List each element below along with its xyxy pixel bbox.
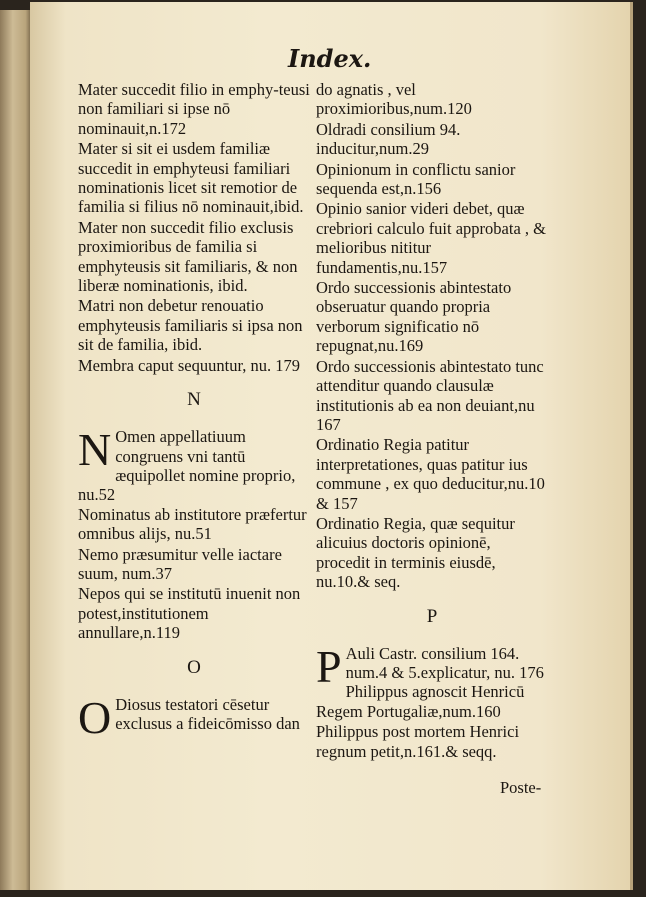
index-entry: Nominatus ab institutore præfertur omnibus alijs, nu.51 bbox=[78, 504, 307, 544]
page-leaf bbox=[30, 2, 633, 890]
section-letter-p: P bbox=[426, 605, 438, 627]
drop-cap-n: N bbox=[78, 424, 112, 476]
index-entry: Opinio sanior videri debet, quæ crebriori calculo fuit approbata , & melioribus nititur fundamentis,nu.157 bbox=[316, 199, 546, 277]
index-entry: Matri non debetur renouatio emphyteusis familiaris si ipsa non sit de familia, ibid. bbox=[78, 296, 303, 355]
section-letter-o: O bbox=[187, 656, 201, 678]
index-entry-with-initial bbox=[78, 691, 310, 743]
index-entry: Ordo successionis abintestato obseruatur quando propria verborum significatio nō repugnat,nu.169 bbox=[316, 278, 512, 356]
index-entry: Nemo præsumitur velle iactare suum, num.37 bbox=[78, 544, 282, 583]
index-entry: Oldradi consilium 94. inducitur,num.29 bbox=[316, 119, 461, 159]
index-entry: Auli Castr. consilium 164. num.4 & 5.explicatur, nu. 176 bbox=[345, 643, 544, 682]
index-entry: Ordinatio Regia patitur interpretationes, quas patitur ius commune , ex quo deducitur,nu.10 & 157 bbox=[316, 435, 545, 513]
index-entry: Diosus testatori cēsetur exclusus a fideicōmisso dan bbox=[115, 694, 300, 733]
index-entry: Philippus agnoscit Henricū Regem Portugaliæ,num.160 bbox=[316, 682, 525, 721]
index-entry: Philippus post mortem Henrici regnum petit,n.161.& seqq. bbox=[316, 722, 520, 761]
index-entry: do agnatis , vel proximioribus,num.120 bbox=[316, 80, 472, 119]
running-head: Index. bbox=[288, 44, 372, 73]
right-column bbox=[316, 80, 548, 762]
left-column bbox=[78, 80, 310, 743]
index-entry: Nepos qui se institutū inuenit non potest,institutionem annullare,n.119 bbox=[78, 584, 301, 643]
index-entry: Opinionum in conflictu sanior sequenda est,n.156 bbox=[316, 159, 516, 199]
drop-cap-o: O bbox=[78, 691, 112, 743]
index-entry: Mater si sit ei usdem familiæ succedit in emphyteusi familiari nominationis licet sit remotior de familia si filius nō nominauit,ibid. bbox=[78, 139, 304, 217]
drop-cap-p: P bbox=[316, 640, 342, 692]
index-entry-with-initial bbox=[316, 640, 548, 692]
index-entry: Mater non succedit filio exclusis proximioribus de familia si emphyteusis sit familiaris, & non liberæ nominationis, ibid. bbox=[78, 217, 298, 296]
index-entry: Mater succedit filio in emphy-teusi non familiari si ipse nō nominauit,n.172 bbox=[78, 80, 310, 138]
index-entry: Membra caput sequuntur, nu. 179 bbox=[78, 355, 301, 375]
index-entry: Ordinatio Regia, quæ sequitur alicuius doctoris opinionē, procedit in terminis eiusdē, nu.10.& seq. bbox=[316, 513, 515, 592]
index-entry: Ordo successionis abintestato tunc attenditur quando clausulæ institutionis ab ea non deuiant,nu 167 bbox=[316, 356, 544, 434]
section-letter-n: N bbox=[187, 389, 201, 411]
book-spine-edge bbox=[0, 10, 32, 890]
index-entry: Omen appellatiuum congruens vni tantū æquipollet nomine proprio, nu.52 bbox=[78, 427, 296, 505]
catchword: Poste- bbox=[500, 778, 542, 797]
index-entry-with-initial bbox=[78, 424, 310, 505]
